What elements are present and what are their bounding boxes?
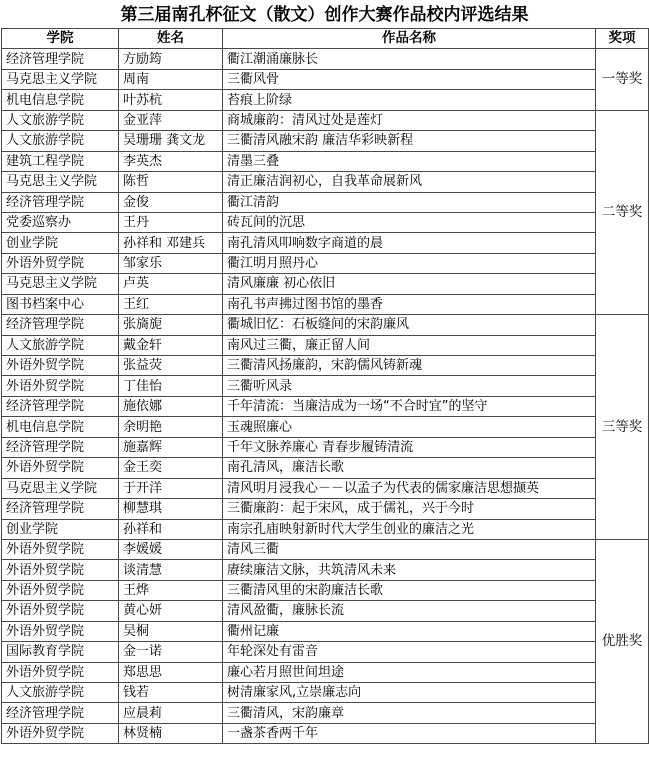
college-cell: 外语外贸学院 [2,376,119,396]
table-row [2,335,649,355]
work-cell: 廉心若月照世间坦途 [223,662,596,682]
work-cell: 千年清流：当廉洁成为一场“不合时宜”的坚守 [223,396,596,416]
college-cell: 国际教育学院 [2,642,119,662]
table-row [2,376,649,396]
award-cell: 三等奖 [596,315,649,540]
name-cell: 余明艳 [119,417,223,437]
award-cell: 一等奖 [596,49,649,110]
table-row [2,560,649,580]
name-cell: 邹家乐 [119,253,223,273]
work-cell: 树清廉家风,立崇廉志向 [223,683,596,703]
college-cell: 外语外贸学院 [2,662,119,682]
name-cell: 王红 [119,294,223,314]
table-row [2,458,649,478]
table-row [2,478,649,498]
name-cell: 金王奕 [119,458,223,478]
name-cell: 林贤楠 [119,723,223,743]
name-cell: 施依娜 [119,396,223,416]
work-cell: 南孔清风，廉洁长歌 [223,458,596,478]
work-cell: 衢江明月照丹心 [223,253,596,273]
work-cell: 三衢风骨 [223,69,596,89]
page-title: 第三届南孔杯征文（散文）创作大赛作品校内评选结果 [120,5,529,25]
college-cell: 经济管理学院 [2,192,119,212]
header-award: 奖项 [596,29,649,49]
table-row [2,49,649,69]
work-cell: 三衢清风，宋韵廉章 [223,703,596,723]
name-cell: 吴桐 [119,621,223,641]
college-cell: 经济管理学院 [2,315,119,335]
college-cell: 外语外贸学院 [2,580,119,600]
header-work: 作品名称 [223,29,596,49]
table-row [2,212,649,232]
name-cell: 金亚萍 [119,110,223,130]
table-row [2,233,649,253]
college-cell: 外语外贸学院 [2,560,119,580]
work-cell: 南孔书声拂过图书馆的墨香 [223,294,596,314]
work-cell: 清风三衢 [223,539,596,559]
table-row [2,151,649,171]
work-cell: 清风明月浸我心－－以孟子为代表的儒家廉洁思想撷英 [223,478,596,498]
college-cell: 机电信息学院 [2,90,119,110]
table-row [2,580,649,600]
table-row [2,315,649,335]
name-cell: 柳慧琪 [119,499,223,519]
work-cell: 三衢清风里的宋韵廉洁长歌 [223,580,596,600]
college-cell: 经济管理学院 [2,437,119,457]
work-cell: 衢州记廉 [223,621,596,641]
results-table [1,28,649,744]
table-row [2,437,649,457]
name-cell: 金一诺 [119,642,223,662]
college-cell: 创业学院 [2,519,119,539]
table-row [2,69,649,89]
work-cell: 商城廉韵：清风过处是莲灯 [223,110,596,130]
table-row [2,662,649,682]
college-cell: 党委巡察办 [2,212,119,232]
table-row [2,131,649,151]
name-cell: 周南 [119,69,223,89]
header-college: 学院 [2,29,119,49]
work-cell: 千年文脉养廉心 青春步履铸清流 [223,437,596,457]
table-row [2,110,649,130]
name-cell: 郑思思 [119,662,223,682]
work-cell: 赓续廉洁文脉，共筑清风未来 [223,560,596,580]
college-cell: 创业学院 [2,233,119,253]
name-cell: 方励筠 [119,49,223,69]
table-row [2,417,649,437]
college-cell: 外语外贸学院 [2,601,119,621]
college-cell: 马克思主义学院 [2,274,119,294]
table-row [2,519,649,539]
work-cell: 清墨三叠 [223,151,596,171]
college-cell: 外语外贸学院 [2,458,119,478]
college-cell: 图书档案中心 [2,294,119,314]
table-row [2,499,649,519]
college-cell: 外语外贸学院 [2,539,119,559]
work-cell: 三衢廉韵：起于宋风，成于儒礼，兴于今时 [223,499,596,519]
table-row [2,356,649,376]
table-row [2,703,649,723]
table-row [2,253,649,273]
name-cell: 应晨莉 [119,703,223,723]
college-cell: 人文旅游学院 [2,131,119,151]
name-cell: 陈哲 [119,172,223,192]
work-cell: 一盏茶香两千年 [223,723,596,743]
table-header-row [2,29,649,49]
name-cell: 叶苏杭 [119,90,223,110]
name-cell: 金俊 [119,192,223,212]
name-cell: 谈清慧 [119,560,223,580]
table-row [2,274,649,294]
college-cell: 马克思主义学院 [2,478,119,498]
college-cell: 机电信息学院 [2,417,119,437]
work-cell: 砖瓦间的沉思 [223,212,596,232]
table-row [2,642,649,662]
table-row [2,539,649,559]
college-cell: 外语外贸学院 [2,356,119,376]
table-row [2,683,649,703]
work-cell: 清风盈衢，廉脉长流 [223,601,596,621]
name-cell: 李英杰 [119,151,223,171]
table-row [2,294,649,314]
name-cell: 施嘉辉 [119,437,223,457]
work-cell: 三衢清风融宋韵 廉洁华彩映新程 [223,131,596,151]
table-row [2,601,649,621]
work-cell: 南风过三衢，廉正留人间 [223,335,596,355]
name-cell: 王烨 [119,580,223,600]
college-cell: 人文旅游学院 [2,335,119,355]
work-cell: 三衢清风扬廉韵，宋韵儒风铸新魂 [223,356,596,376]
name-cell: 于开洋 [119,478,223,498]
table-row [2,172,649,192]
name-cell: 孙祥和 [119,519,223,539]
name-cell: 丁佳怡 [119,376,223,396]
work-cell: 南宗孔庙映射新时代大学生创业的廉洁之光 [223,519,596,539]
name-cell: 孙祥和 邓建兵 [119,233,223,253]
award-cell: 二等奖 [596,110,649,314]
college-cell: 经济管理学院 [2,49,119,69]
work-cell: 年轮深处有雷音 [223,642,596,662]
name-cell: 钱若 [119,683,223,703]
college-cell: 经济管理学院 [2,396,119,416]
college-cell: 外语外贸学院 [2,621,119,641]
work-cell: 衢城旧忆：石板缝间的宋韵廉风 [223,315,596,335]
table-row [2,90,649,110]
name-cell: 卢英 [119,274,223,294]
work-cell: 玉魂照廉心 [223,417,596,437]
name-cell: 张旖旎 [119,315,223,335]
results-table-body [2,29,649,744]
work-cell: 南孔清风叩响数字商道的晨 [223,233,596,253]
college-cell: 建筑工程学院 [2,151,119,171]
work-cell: 衢江潮涌廉脉长 [223,49,596,69]
name-cell: 黄心妍 [119,601,223,621]
college-cell: 经济管理学院 [2,499,119,519]
college-cell: 人文旅游学院 [2,110,119,130]
table-row [2,192,649,212]
table-row [2,723,649,743]
name-cell: 戴金轩 [119,335,223,355]
work-cell: 衢江清韵 [223,192,596,212]
work-cell: 苔痕上阶绿 [223,90,596,110]
name-cell: 张益荧 [119,356,223,376]
work-cell: 清正廉洁润初心，自我革命展新风 [223,172,596,192]
name-cell: 吴珊珊 龚文龙 [119,131,223,151]
name-cell: 李媛媛 [119,539,223,559]
table-row [2,396,649,416]
header-name: 姓名 [119,29,223,49]
college-cell: 马克思主义学院 [2,69,119,89]
college-cell: 外语外贸学院 [2,723,119,743]
award-cell: 优胜奖 [596,539,649,743]
college-cell: 人文旅游学院 [2,683,119,703]
work-cell: 清风廉廉 初心依旧 [223,274,596,294]
college-cell: 马克思主义学院 [2,172,119,192]
table-row [2,621,649,641]
name-cell: 王丹 [119,212,223,232]
college-cell: 外语外贸学院 [2,253,119,273]
college-cell: 经济管理学院 [2,703,119,723]
work-cell: 三衢听风录 [223,376,596,396]
